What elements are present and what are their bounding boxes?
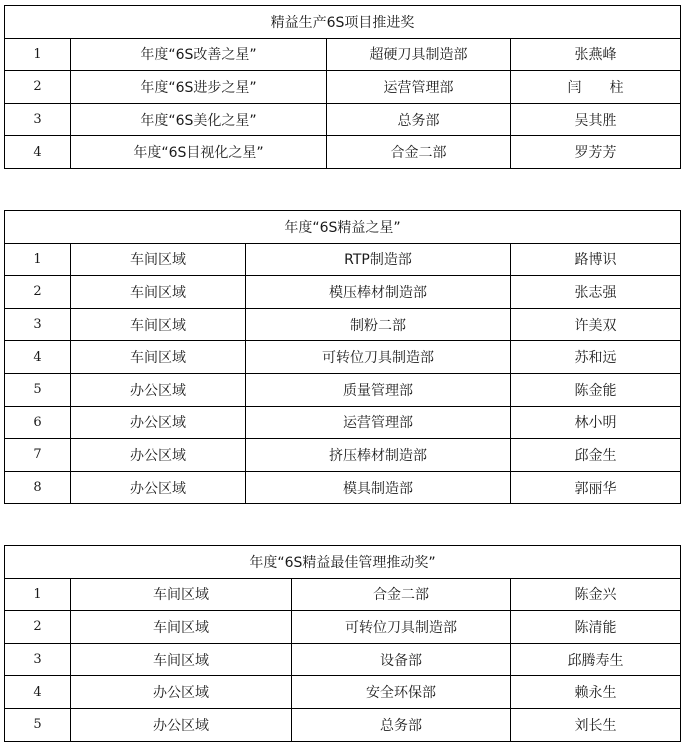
department: 模压棒材制造部 <box>246 276 511 309</box>
department: 运营管理部 <box>246 406 511 439</box>
department: 总务部 <box>327 103 511 136</box>
area: 办公区域 <box>71 439 246 472</box>
winner-name: 闫 柱 <box>511 71 681 104</box>
winner-name: 刘长生 <box>511 708 681 741</box>
winner-name: 郭丽华 <box>511 471 681 504</box>
winner-name: 罗芳芳 <box>511 136 681 169</box>
row-number: 3 <box>5 643 71 676</box>
table-header-row <box>5 546 681 579</box>
department: 质量管理部 <box>246 373 511 406</box>
award-name: 年度“6S进步之星” <box>71 71 327 104</box>
row-number: 3 <box>5 308 71 341</box>
award-name: 年度“6S改善之星” <box>71 38 327 71</box>
winner-name: 陈清能 <box>511 611 681 644</box>
table-row <box>5 103 681 136</box>
department: 设备部 <box>292 643 511 676</box>
table-header-row <box>5 6 681 39</box>
row-number: 8 <box>5 471 71 504</box>
winner-name: 张志强 <box>511 276 681 309</box>
department: 安全环保部 <box>292 676 511 709</box>
row-number: 7 <box>5 439 71 472</box>
area: 办公区域 <box>71 708 292 741</box>
department: RTP制造部 <box>246 243 511 276</box>
table-row <box>5 439 681 472</box>
table-title: 精益生产6S项目推进奖 <box>5 6 681 39</box>
row-number: 6 <box>5 406 71 439</box>
department: 合金二部 <box>292 578 511 611</box>
table-row <box>5 136 681 169</box>
table-row <box>5 643 681 676</box>
area: 车间区域 <box>71 243 246 276</box>
row-number: 1 <box>5 243 71 276</box>
winner-name: 许美双 <box>511 308 681 341</box>
award-name: 年度“6S目视化之星” <box>71 136 327 169</box>
winner-name: 陈金能 <box>511 373 681 406</box>
department: 模具制造部 <box>246 471 511 504</box>
row-number: 2 <box>5 71 71 104</box>
table-row <box>5 308 681 341</box>
department: 制粉二部 <box>246 308 511 341</box>
row-number: 4 <box>5 676 71 709</box>
row-number: 5 <box>5 373 71 406</box>
table-row <box>5 276 681 309</box>
department: 合金二部 <box>327 136 511 169</box>
winner-name: 张燕峰 <box>511 38 681 71</box>
table-row <box>5 38 681 71</box>
area: 车间区域 <box>71 276 246 309</box>
table-row <box>5 71 681 104</box>
winner-name: 陈金兴 <box>511 578 681 611</box>
table-title: 年度“6S精益最佳管理推动奖” <box>5 546 681 579</box>
area: 车间区域 <box>71 308 246 341</box>
winner-name: 林小明 <box>511 406 681 439</box>
table-row <box>5 708 681 741</box>
area: 办公区域 <box>71 676 292 709</box>
row-number: 4 <box>5 136 71 169</box>
winner-name: 邱金生 <box>511 439 681 472</box>
area: 办公区域 <box>71 406 246 439</box>
row-number: 2 <box>5 611 71 644</box>
winner-name: 苏和远 <box>511 341 681 374</box>
row-number: 5 <box>5 708 71 741</box>
award-name: 年度“6S美化之星” <box>71 103 327 136</box>
table-row <box>5 373 681 406</box>
area: 车间区域 <box>71 643 292 676</box>
winner-name: 邱腾寿生 <box>511 643 681 676</box>
lean-star-table <box>4 210 681 504</box>
area: 办公区域 <box>71 373 246 406</box>
table-row <box>5 578 681 611</box>
department: 可转位刀具制造部 <box>246 341 511 374</box>
table-row <box>5 406 681 439</box>
table-row <box>5 471 681 504</box>
department: 总务部 <box>292 708 511 741</box>
table-row <box>5 341 681 374</box>
table-title: 年度“6S精益之星” <box>5 211 681 244</box>
area: 办公区域 <box>71 471 246 504</box>
row-number: 4 <box>5 341 71 374</box>
row-number: 1 <box>5 578 71 611</box>
department: 运营管理部 <box>327 71 511 104</box>
department: 超硬刀具制造部 <box>327 38 511 71</box>
table-header-row <box>5 211 681 244</box>
winner-name: 路博识 <box>511 243 681 276</box>
row-number: 1 <box>5 38 71 71</box>
area: 车间区域 <box>71 341 246 374</box>
project-award-table <box>4 5 681 169</box>
table-row <box>5 676 681 709</box>
management-award-table <box>4 545 681 742</box>
winner-name: 吴其胜 <box>511 103 681 136</box>
table-row <box>5 243 681 276</box>
row-number: 3 <box>5 103 71 136</box>
area: 车间区域 <box>71 611 292 644</box>
row-number: 2 <box>5 276 71 309</box>
table-row <box>5 611 681 644</box>
department: 可转位刀具制造部 <box>292 611 511 644</box>
area: 车间区域 <box>71 578 292 611</box>
winner-name: 赖永生 <box>511 676 681 709</box>
department: 挤压棒材制造部 <box>246 439 511 472</box>
